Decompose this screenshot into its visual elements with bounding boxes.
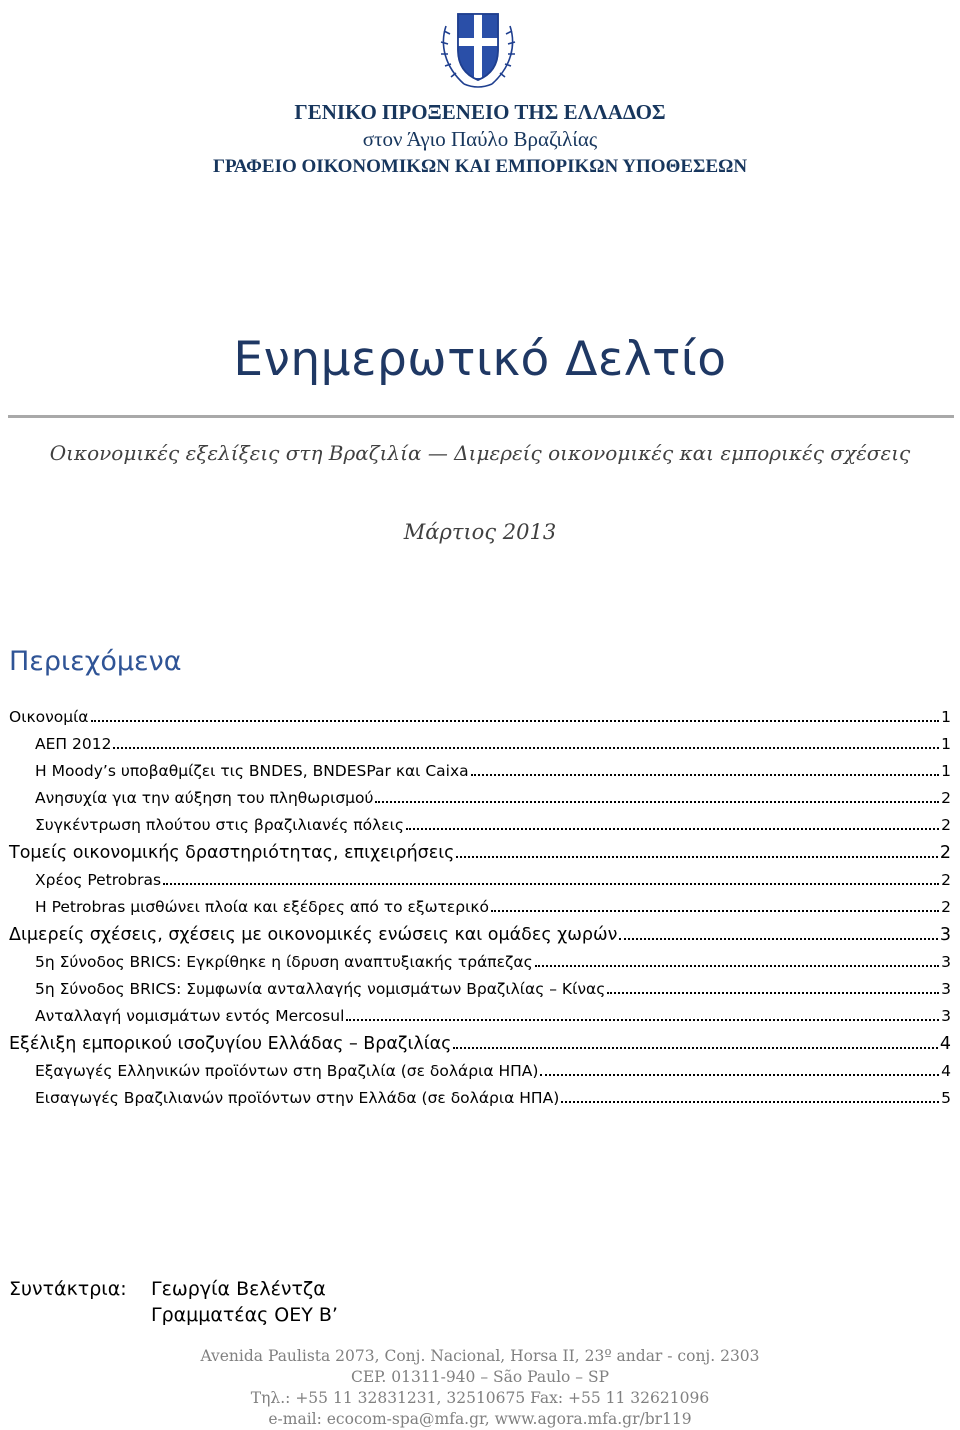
consulate-name: ΓΕΝΙΚΟ ΠΡΟΞΕΝΕΙΟ ΤΗΣ ΕΛΛΑΔΟΣ <box>294 100 666 124</box>
toc-leader <box>163 883 939 885</box>
toc-entry-page: 1 <box>941 708 951 726</box>
toc-entry[interactable] <box>9 1034 951 1060</box>
toc-heading: Περιεχόμενα <box>9 646 182 677</box>
toc-entry-text: ΑΕΠ 2012 <box>35 735 112 753</box>
toc-entry-page: 5 <box>941 1089 951 1107</box>
toc-entry-text: Συγκέντρωση πλούτου στις βραζιλιανές πόλεις <box>35 816 404 834</box>
toc-entry[interactable] <box>9 843 951 869</box>
toc-entry[interactable] <box>35 980 951 1006</box>
toc-entry-text: Ανταλλαγή νομισμάτων εντός Mercosul <box>35 1007 345 1025</box>
toc-entry[interactable] <box>35 1007 951 1033</box>
document-title: Ενημερωτικό Δελτίο <box>233 332 727 387</box>
toc-leader <box>453 1047 937 1049</box>
toc-entry[interactable] <box>35 953 951 979</box>
toc-entry[interactable] <box>35 816 951 842</box>
toc-entry-text: Ανησυχία για την αύξηση του πληθωρισμού <box>35 789 374 807</box>
toc-entry-text: Χρέος Petrobras <box>35 871 162 889</box>
toc-entry-page: 2 <box>941 871 951 889</box>
toc-entry-text: Οικονομία <box>9 708 89 726</box>
toc-leader <box>619 938 937 940</box>
toc-entry-text: 5η Σύνοδος BRICS: Συμφωνία ανταλλαγής νομισμάτων Βραζιλίας – Κίνας <box>35 980 606 998</box>
toc-entry[interactable] <box>35 735 951 761</box>
footer-address: Avenida Paulista 2073, Conj. Nacional, Horsa II, 23º andar - conj. 2303 <box>200 1347 760 1365</box>
toc-leader <box>471 774 939 776</box>
greek-coat-of-arms-emblem <box>436 4 520 92</box>
toc-entry-page: 2 <box>941 816 951 834</box>
toc-entry-text: Τομείς οικονομικής δραστηριότητας, επιχειρήσεις <box>9 843 455 863</box>
toc-leader <box>113 747 939 749</box>
footer-contact <box>0 1346 960 1430</box>
toc-entry[interactable] <box>35 898 951 924</box>
toc-entry-text: Η Moody’s υποβαθμίζει τις BNDES, BNDESPar και Caixa <box>35 762 469 780</box>
toc-entry-page: 3 <box>941 953 951 971</box>
toc-entry-page: 4 <box>941 1062 951 1080</box>
toc-entry-page: 3 <box>939 925 951 945</box>
toc-entry[interactable] <box>9 925 951 951</box>
toc-entry-page: 1 <box>941 735 951 753</box>
footer-phone: Τηλ.: +55 11 32831231, 32510675 Fax: +55 11 32621096 <box>250 1389 710 1407</box>
consulate-location: στον Άγιο Παύλο Βραζιλίας <box>362 127 598 151</box>
toc-entry-page: 2 <box>939 843 951 863</box>
toc-entry[interactable] <box>35 871 951 897</box>
toc-entry-page: 4 <box>939 1034 951 1054</box>
toc-leader <box>491 910 939 912</box>
toc-leader <box>607 992 939 994</box>
author-role: Γραμματέας ΟΕΥ Β’ <box>151 1304 338 1326</box>
toc-leader <box>346 1019 939 1021</box>
toc-leader <box>561 1101 939 1103</box>
document-date: Μάρτιος 2013 <box>403 520 557 544</box>
footer-email[interactable]: e-mail: ecocom-spa@mfa.gr, www.agora.mfa.gr/br119 <box>268 1410 692 1428</box>
toc-leader <box>535 965 939 967</box>
toc-leader <box>540 1074 939 1076</box>
toc-entry-text: Εξαγωγές Ελληνικών προϊόντων στη Βραζιλία (σε δολάρια ΗΠΑ) <box>35 1062 539 1080</box>
toc-entry-text: Διμερείς σχέσεις, σχέσεις με οικονομικές ενώσεις και ομάδες χωρών <box>9 925 618 945</box>
toc-entry-page: 1 <box>941 762 951 780</box>
toc-entry[interactable] <box>35 762 951 788</box>
author-name: Γεωργία Βελέντζα <box>151 1278 326 1300</box>
toc-leader <box>91 720 940 722</box>
toc-entry-text: Η Petrobras μισθώνει πλοία και εξέδρες από το εξωτερικό <box>35 898 489 916</box>
title-divider <box>8 415 954 418</box>
toc-entry-text: Εισαγωγές Βραζιλιανών προϊόντων στην Ελλάδα (σε δολάρια ΗΠΑ) <box>35 1089 560 1107</box>
toc-entry-page: 2 <box>941 789 951 807</box>
toc-entry[interactable] <box>35 1089 951 1115</box>
toc-entry[interactable] <box>35 789 951 815</box>
toc-entry-page: 3 <box>941 1007 951 1025</box>
toc-leader <box>375 801 939 803</box>
toc-leader <box>406 828 939 830</box>
toc-leader <box>456 856 937 858</box>
toc-entry[interactable] <box>35 1062 951 1088</box>
document-subtitle: Οικονομικές εξελίξεις στη Βραζιλία — Διμερείς οικονομικές και εμπορικές σχέσεις <box>49 441 911 465</box>
toc-entry[interactable] <box>9 708 951 734</box>
toc-entry-page: 2 <box>941 898 951 916</box>
author-label: Συντάκτρια: <box>9 1278 127 1300</box>
footer-postcode: CEP. 01311-940 – São Paulo – SP <box>350 1368 610 1386</box>
office-name: ΓΡΑΦΕΙΟ ΟΙΚΟΝΟΜΙΚΩΝ ΚΑΙ ΕΜΠΟΡΙΚΩΝ ΥΠΟΘΕΣΕΩΝ <box>212 156 748 177</box>
toc-entry-text: 5η Σύνοδος BRICS: Εγκρίθηκε η ίδρυση αναπτυξιακής τράπεζας <box>35 953 533 971</box>
toc-entry-text: Εξέλιξη εμπορικού ισοζυγίου Ελλάδας – Βραζιλίας <box>9 1034 452 1054</box>
toc-entry-page: 3 <box>941 980 951 998</box>
